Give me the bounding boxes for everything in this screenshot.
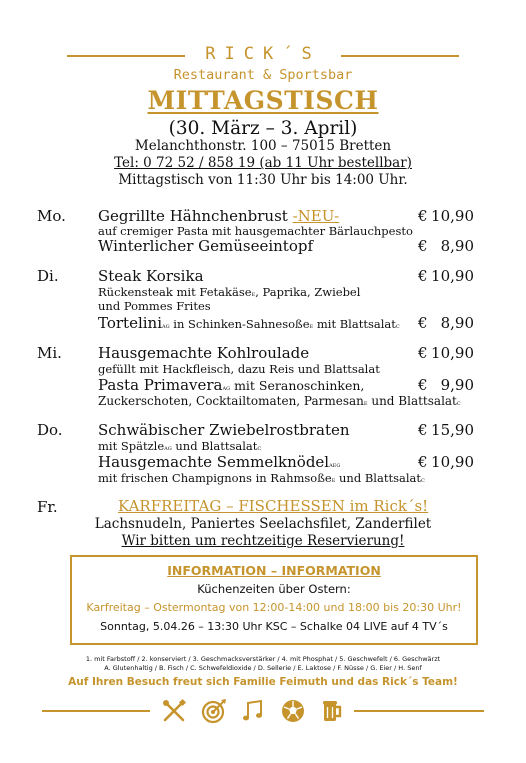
dish-description: Rückensteak mit FetakäseE, Paprika, Zwiebel bbox=[98, 285, 361, 299]
phone-link[interactable]: Tel: 0 72 52 / 858 19 (ab 11 Uhr bestellbar) bbox=[114, 155, 412, 171]
info-live-match: Sonntag, 5.04.26 – 13:30 Uhr KSC – Schalke 04 LIVE auf 4 TV´s bbox=[100, 620, 448, 633]
price: € 10,90 bbox=[418, 453, 474, 471]
cutlery-icon bbox=[160, 697, 188, 725]
week-dates: (30. März – 3. April) bbox=[168, 118, 358, 139]
info-box bbox=[70, 555, 478, 645]
dish-description: und Pommes Frites bbox=[98, 299, 211, 313]
dish-title: Steak Korsika bbox=[98, 267, 204, 285]
dish-title: Gegrillte Hähnchenbrust -NEU- bbox=[98, 207, 340, 225]
info-kitchen-hours-label: Küchenzeiten über Ostern: bbox=[197, 582, 351, 596]
closing-message: Auf Ihren Besuch freut sich Familie Feimuth und das Rick´s Team! bbox=[68, 676, 458, 688]
dish-description: auf cremiger Pasta mit hausgemachter Bärlauchpesto bbox=[98, 224, 413, 238]
price: € 10,90 bbox=[418, 267, 474, 285]
page-title: MITTAGSTISCH bbox=[147, 86, 379, 115]
reservation-note: Wir bitten um rechtzeitige Reservierung! bbox=[121, 533, 405, 549]
footer-rule-left bbox=[42, 710, 150, 712]
dish-description: gefüllt mit Hackfleisch, dazu Reis und Blattsalat bbox=[98, 362, 380, 376]
lunch-hours: Mittagstisch von 11:30 Uhr bis 14:00 Uhr. bbox=[118, 172, 408, 188]
day-label-fr: Fr. bbox=[37, 498, 58, 516]
soccer-ball-icon bbox=[279, 697, 307, 725]
price: € 8,90 bbox=[418, 314, 474, 332]
price: € 10,90 bbox=[418, 344, 474, 362]
friday-headline: KARFREITAG – FISCHESSEN im Rick´s! bbox=[118, 497, 429, 515]
friday-dishes: Lachsnudeln, Paniertes Seelachsfilet, Zanderfilet bbox=[94, 516, 432, 532]
dish-description: Zuckerschoten, Cocktailtomaten, ParmesanE und BlattsalatC bbox=[98, 394, 461, 408]
day-label-do: Do. bbox=[37, 421, 63, 439]
day-label-mo: Mo. bbox=[37, 207, 66, 225]
dish-title: Hausgemachte SemmelknödelAEG bbox=[98, 453, 341, 471]
day-label-di: Di. bbox=[37, 267, 59, 285]
dish-title: TorteliniAG in Schinken-SahnesoßeE mit BlattsalatC bbox=[98, 314, 400, 332]
footnote-additives: 1. mit Farbstoff / 2. konserviert / 3. Geschmacksverstärker / 4. mit Phosphat / 5. Geschwefelt / 6. Geschwärzt bbox=[85, 655, 441, 663]
info-heading: INFORMATION – INFORMATION bbox=[167, 563, 381, 578]
new-badge: -NEU- bbox=[292, 207, 340, 225]
price: € 8,90 bbox=[418, 237, 474, 255]
music-notes-icon bbox=[239, 697, 267, 725]
day-label-mi: Mi. bbox=[37, 344, 62, 362]
address: Melanchthonstr. 100 – 75015 Bretten bbox=[134, 138, 392, 154]
price: € 15,90 bbox=[418, 421, 474, 439]
beer-mug-icon bbox=[318, 697, 346, 725]
dish-description: mit frischen Champignons in RahmsoßeE und BlattsalatC bbox=[98, 471, 425, 485]
footer-rule-right bbox=[354, 710, 484, 712]
brand-name: RICK´S bbox=[205, 44, 321, 64]
price: € 9,90 bbox=[418, 376, 474, 394]
dish-title: Hausgemachte Kohlroulade bbox=[98, 344, 310, 362]
brand-subtitle: Restaurant & Sportsbar bbox=[173, 67, 353, 83]
price: € 10,90 bbox=[418, 207, 474, 225]
footnote-allergens: A. Glutenhaltig / B. Fisch / C. Schwefeldioxide / D. Sellerie / E. Laktose / F. Nüsse / G. Eier / H. Senf bbox=[104, 664, 422, 672]
target-icon bbox=[200, 697, 228, 725]
dish-title: Pasta PrimaveraAG mit Seranoschinken, bbox=[98, 376, 365, 394]
dish-description: mit SpätzleAG und BlattsalatC bbox=[98, 439, 262, 453]
info-easter-hours: Karfreitag – Ostermontag von 12:00-14:00 und 18:00 bis 20:30 Uhr! bbox=[86, 601, 462, 614]
dish-title: Winterlicher Gemüseeintopf bbox=[98, 237, 314, 255]
dish-title: Schwäbischer Zwiebelrostbraten bbox=[98, 421, 350, 439]
